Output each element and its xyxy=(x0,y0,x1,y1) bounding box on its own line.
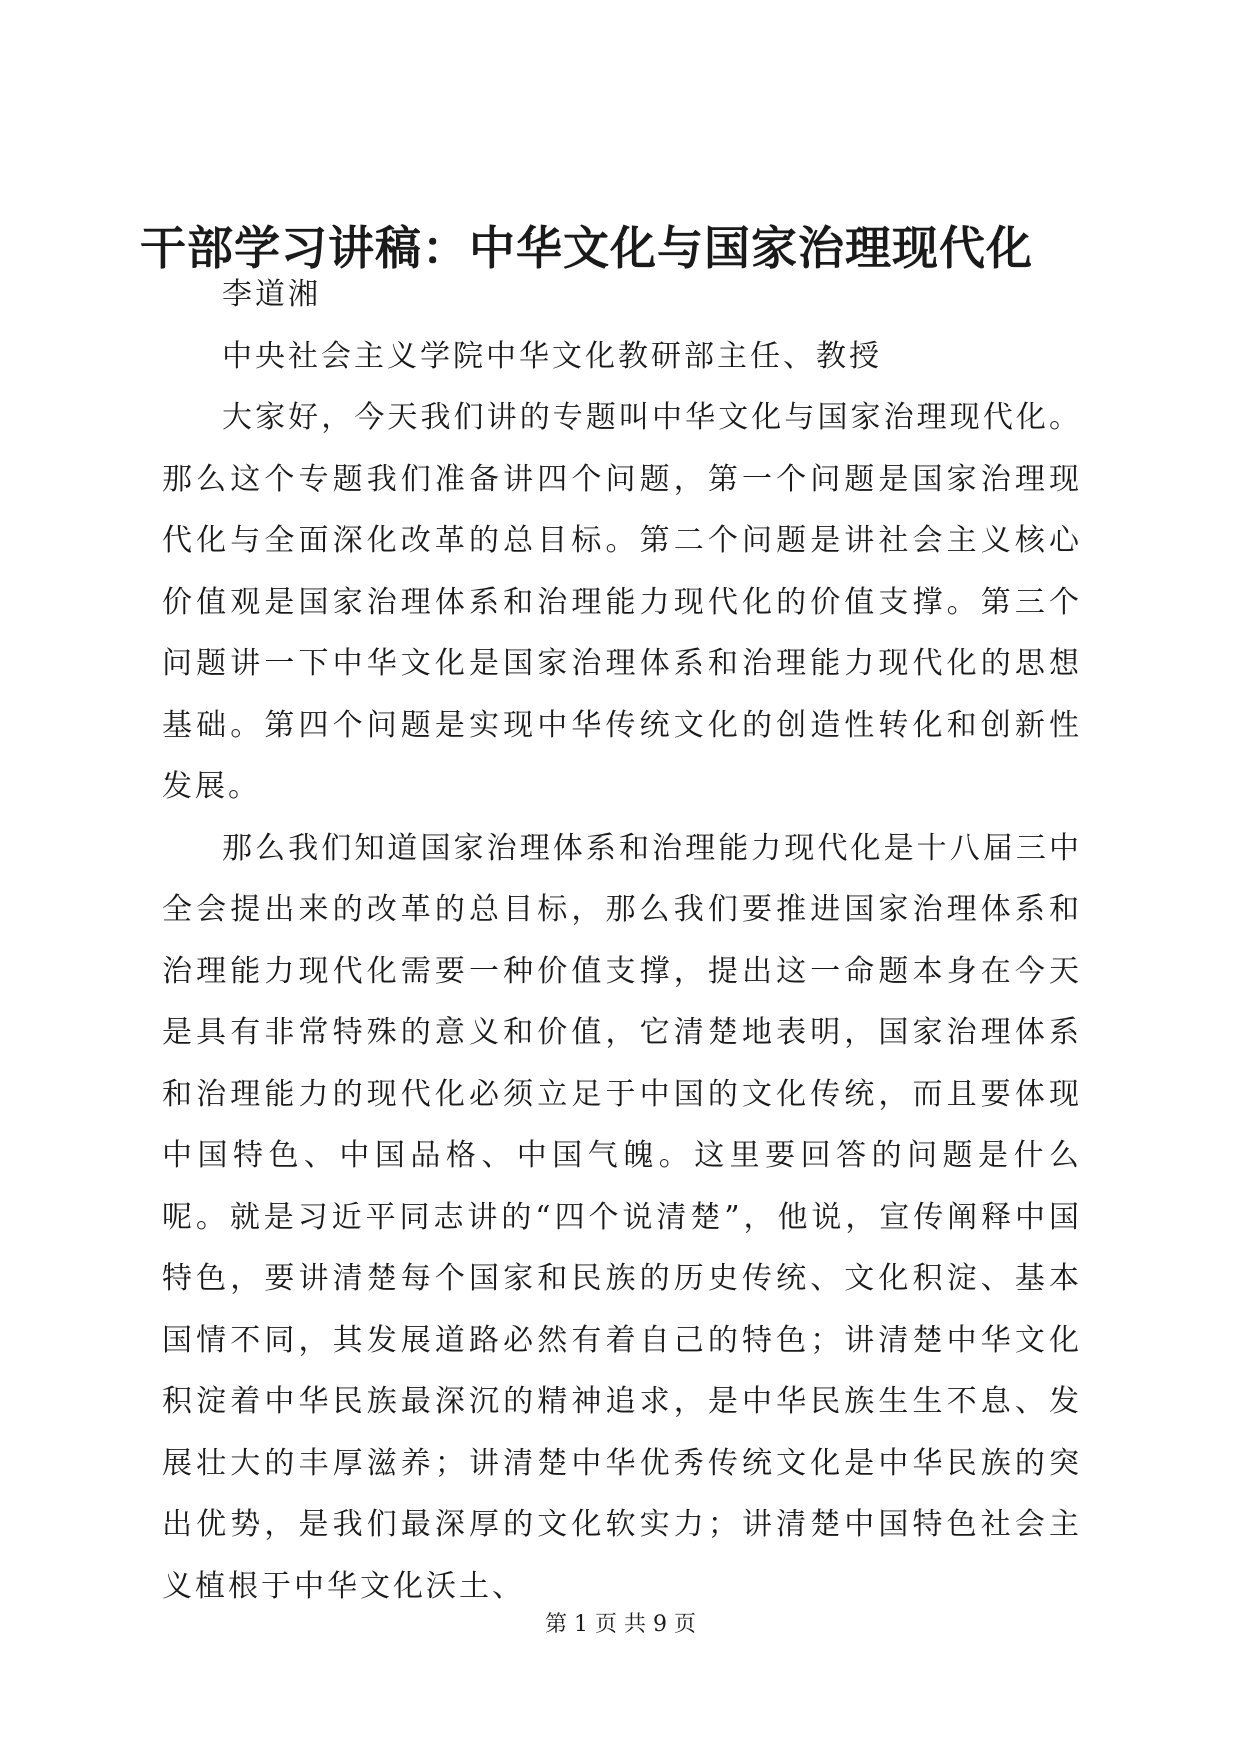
document-title: 干部学习讲稿：中华文化与国家治理现代化 xyxy=(140,221,1033,275)
page-number-footer: 第 1 页 共 9 页 xyxy=(545,1612,696,1637)
author-affiliation: 中央社会主义学院中华文化教研部主任、教授 xyxy=(222,338,882,374)
body-paragraph-2: 那么我们知道国家治理体系和治理能力现代化是十八届三中全会提出来的改革的总目标，那么我们要推进国家治理体系和治理能力现代化需要一种价值支撑，提出这一命题本身在今天是具有非常特殊的意义和价值，它清楚地表明，国家治理体系和治理能力的现代化必须立足于中国的文化传统，而且要体现中国特色、中国品格、中国气魄。这里要回答的问题是什么呢。就是习近平同志讲的“四个说清楚”，他说，宣传阐释中国特色，要讲清楚每个国家和民族的历史传统、文化积淀、基本国情不同，其发展道路必然有着自己的特色；讲清楚中华文化积淀着中华民族最深沉的精神追求，是中华民族生生不息、发展壮大的丰厚滋养；讲清楚中华优秀传统文化是中华民族的突出优势，是我们最深厚的文化软实力；讲清楚中国特色社会主义植根于中华文化沃土、 xyxy=(162,830,1082,1604)
author-name: 李道湘 xyxy=(222,277,321,312)
body-paragraph-1: 大家好，今天我们讲的专题叫中华文化与国家治理现代化。那么这个专题我们准备讲四个问题，第一个问题是国家治理现代化与全面深化改革的总目标。第二个问题是讲社会主义核心价值观是国家治理体系和治理能力现代化的价值支撑。第三个问题讲一下中华文化是国家治理体系和治理能力现代化的思想基础。第四个问题是实现中华传统文化的创造性转化和创新性发展。 xyxy=(162,400,1082,804)
document-body xyxy=(162,264,1082,1617)
